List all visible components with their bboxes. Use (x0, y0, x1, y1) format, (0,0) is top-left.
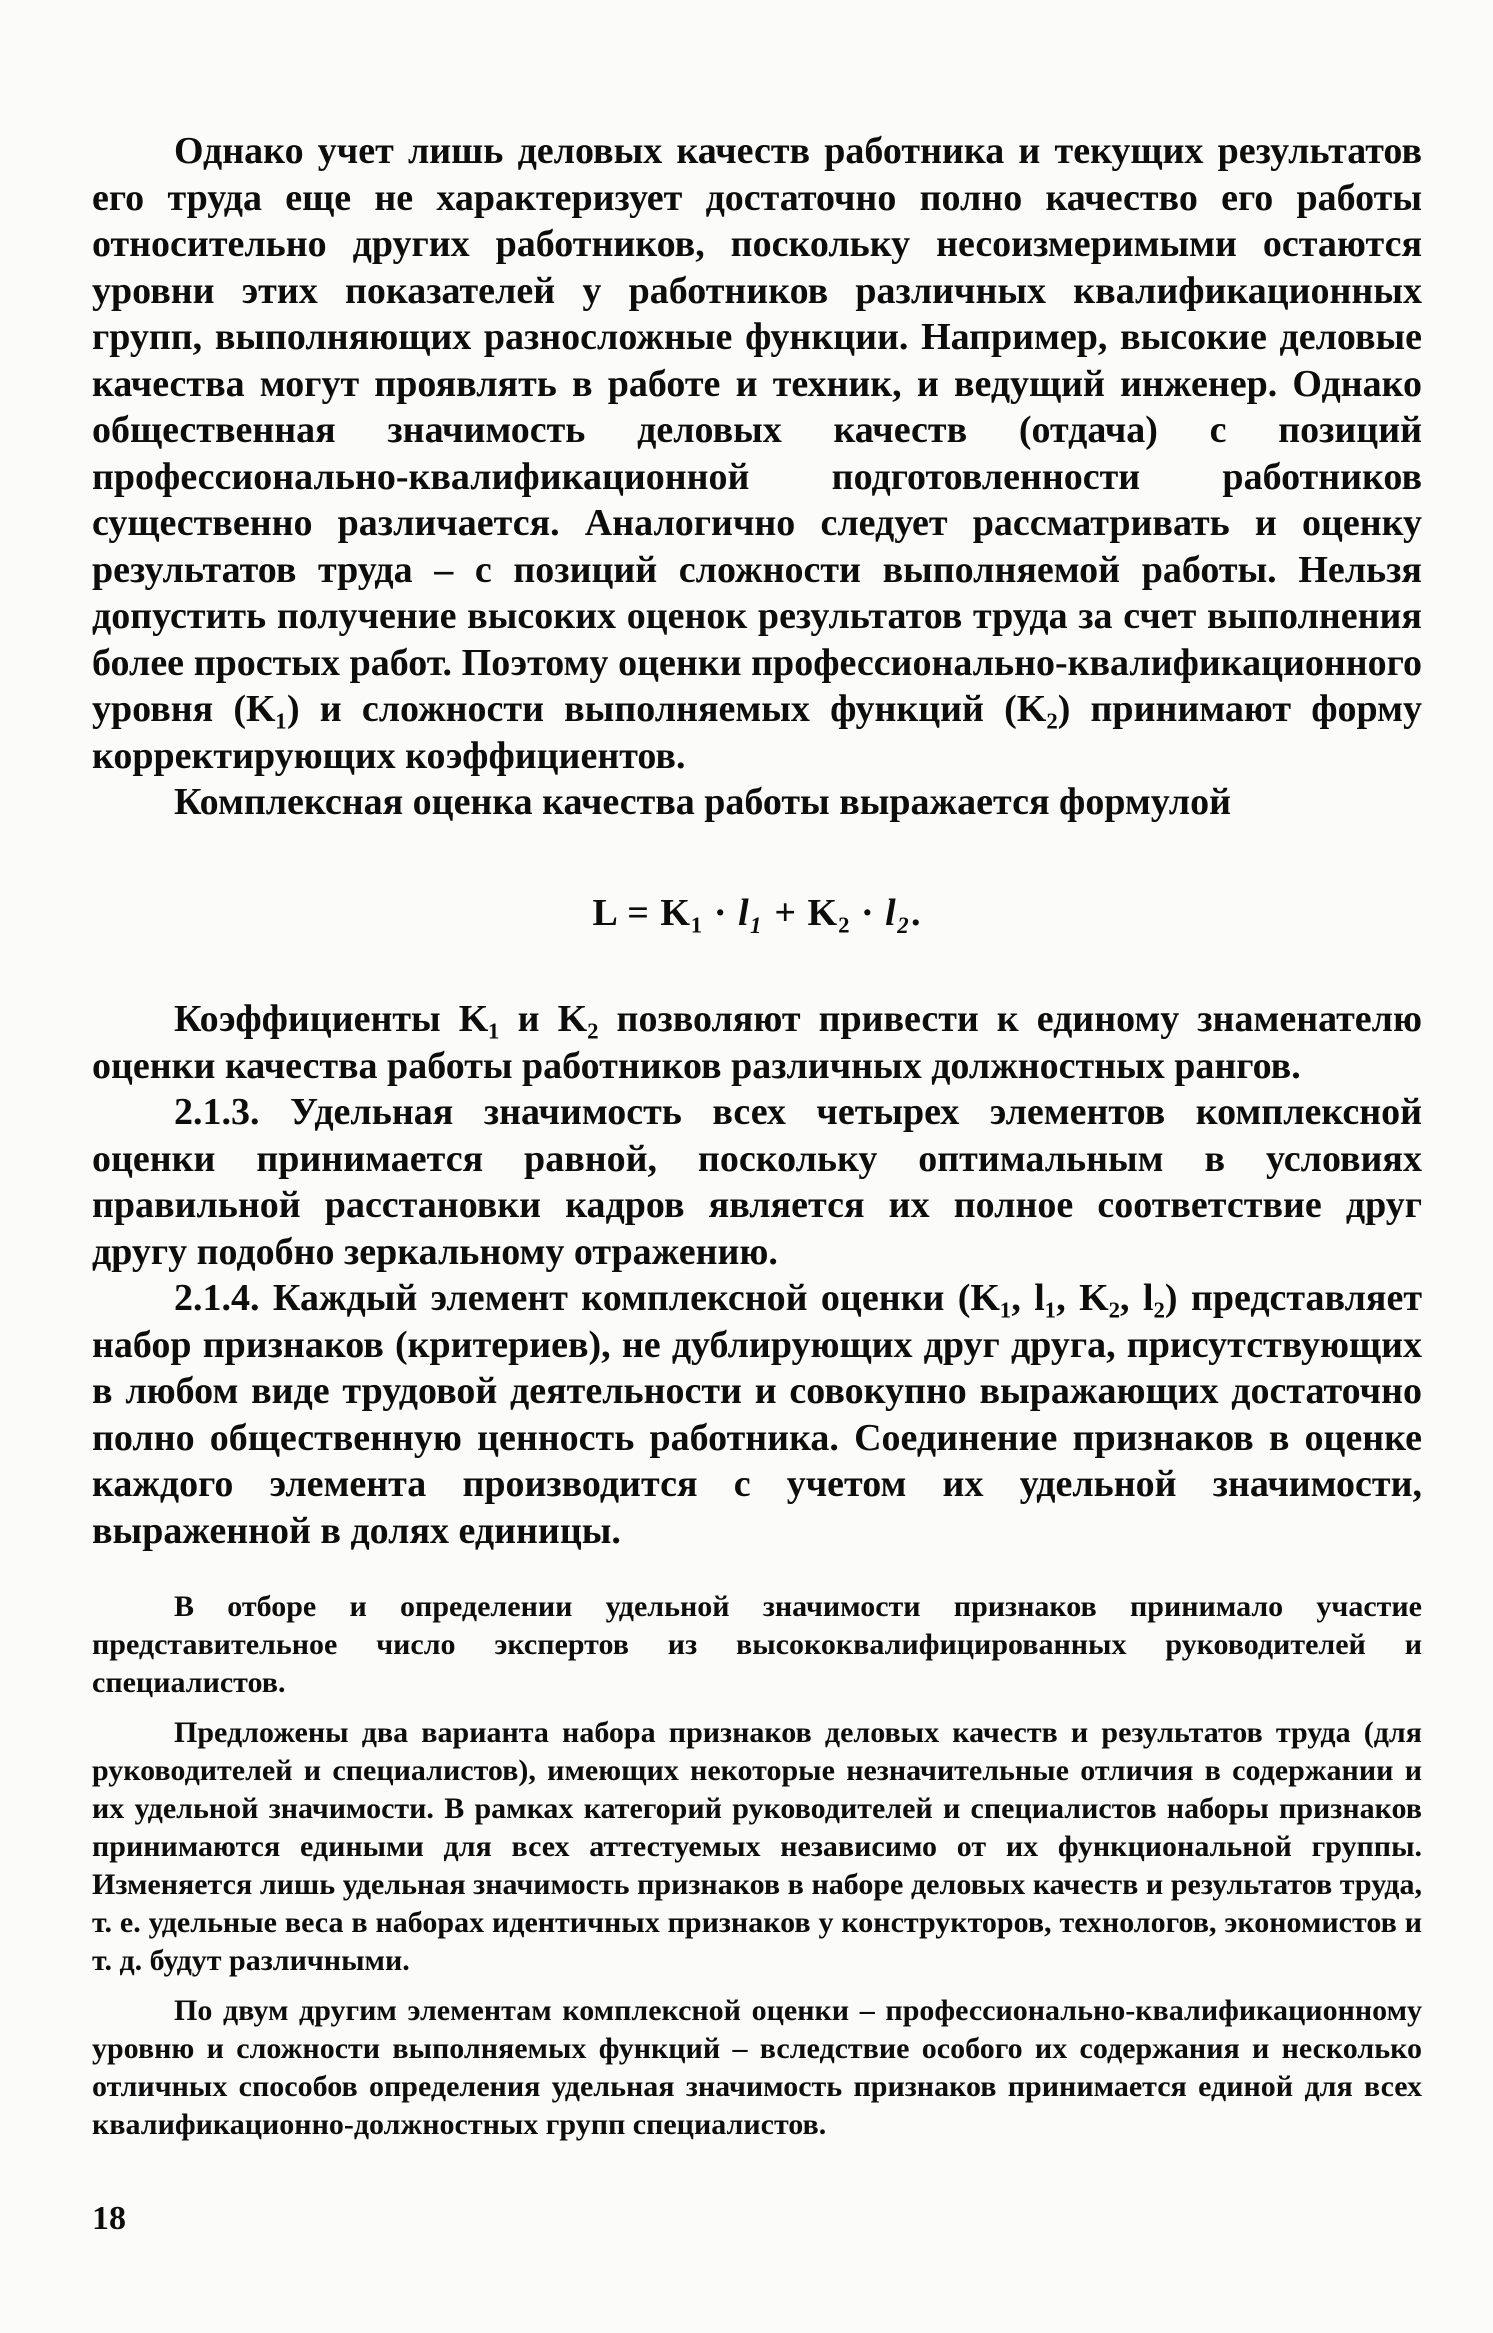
paragraph-coefficients: Коэффициенты K₁ и K₂ позволяют привести к единому знаменателю оценки качества работы работников различных должностных рангов. (92, 998, 1422, 1087)
formula (92, 890, 1422, 937)
formula-l1: l₁ (738, 891, 764, 934)
formula-lhs: L = K₁ · (592, 891, 739, 934)
paragraph-formula-intro: Комплексная оценка качества работы выражается формулой (174, 781, 1232, 823)
page-number: 18 (92, 2200, 126, 2237)
formula-end: . (910, 891, 922, 934)
notes-section (92, 1588, 1422, 2156)
formula-mid: + K₂ · (763, 891, 886, 934)
formula-l2: l₂ (885, 891, 911, 934)
paragraph-2-1-4: 2.1.4. Каждый элемент комплексной оценки (K₁, l₁, K₂, l₂) представляет набор признаков (критериев), не дублирующих друг друга, присутствующих в любом виде трудовой деятельности и совокупно выражающих достаточно полно общественную ценность работника. Соединение признаков в оценке каждого элемента производится с учетом их удельной значимости, выраженной в долях единицы. (92, 1277, 1422, 1552)
paragraph-qualities: Однако учет лишь деловых качеств работника и текущих результатов его труда еще не характеризует достаточно полно качество его работы относительно других работников, поскольку несоизмеримыми остаются уровни этих показателей у работников различных квалификационных групп, выполняющих разносложные функции. Например, высокие деловые качества могут проявлять в работе и техник, и ведущий инженер. Однако общественная значимость деловых качеств (отдача) с позиций профессионально-квалификационной подготовленности работников существенно различается. Аналогично следует рассматривать и оценку результатов труда – с позиций сложности выполняемой работы. Нельзя допустить получение высоких оценок результатов труда за счет выполнения более простых работ. Поэтому оценки профессионально-квалификационного уровня (K₁) и сложности выполняемых функций (K₂) принимают форму корректирующих коэффициентов. (92, 130, 1422, 777)
note-variants: Предложены два варианта набора признаков деловых качеств и результатов труда (для руководителей и специалистов), имеющих некоторые незначительные отличия в содержании и их удельной значимости. В рамках категорий руководителей и специалистов наборы признаков принимаются едиными для всех аттестуемых независимо от их функциональной группы. Изменяется лишь удельная значимость признаков в наборе деловых качеств и результатов труда, т. е. удельные веса в наборах идентичных признаков у конструкторов, технологов, экономистов и т. д. будут различными. (92, 1716, 1422, 1977)
note-other-elements: По двум другим элементам комплексной оценки – профессионально-квалификационному уровню и сложности выполняемых функций – вследствие особого их содержания и несколько отличных способов определения удельная значимость признаков принимается единой для всех квалификационно-должностных групп специалистов. (92, 1994, 1422, 2141)
paragraph-2-1-3: 2.1.3. Удельная значимость всех четырех элементов комплексной оценки принимается равной, поскольку оптимальным в условиях правильной расстановки кадров является их полное соответствие друг другу подобно зеркальному отражению. (92, 1091, 1422, 1273)
note-experts: В отборе и определении удельной значимости признаков принимало участие представительное число экспертов из высококвалифицированных руководителей и специалистов. (92, 1590, 1422, 1699)
main-body-text (92, 128, 1422, 1554)
